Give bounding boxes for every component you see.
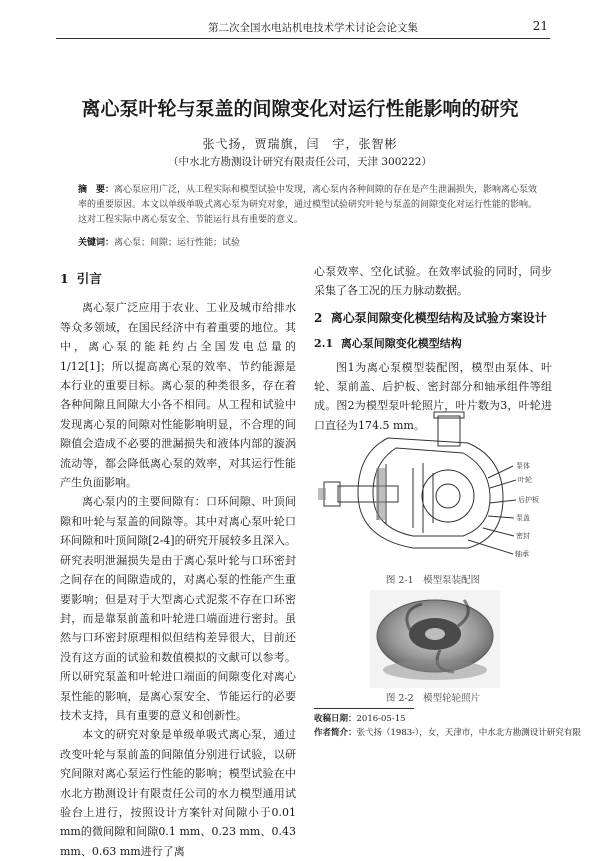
subsection-number: 2.1: [314, 337, 334, 351]
paragraph: 离心泵内的主要间隙有：口环间隙、叶顶间隙和叶轮与泵盖的间隙等。其中对离心泵叶轮口环间隙和叶顶间隙[2-4]的研究开展较多且深入。研究表明泄漏损失是由于离心泵叶轮与口环密封之间存在的间隙造成的，对离心泵的性能产生重要影响；但是对于大型离心式泥浆不存在口环密封，而是靠泵前盖和叶轮进口端面进行密封。虽然与口环密封原理相似但结构差异很大，目前还没有这方面的试验和数值模拟的文献可以参考。所以研究泵盖和叶轮进口端面的间隙变化对离心泵性能的影响，是离心泵安全、节能运行的必要技术支持，具有重要的意义和创新性。: [60, 495, 296, 722]
figure-caption: 图 2-1 模型泵装配图: [385, 575, 481, 586]
label-impeller: 叶轮: [518, 476, 532, 484]
section-heading: [60, 269, 296, 288]
section-title: 引言: [76, 271, 102, 286]
header-rule: [56, 38, 550, 39]
abstract-label: 摘 要：: [78, 185, 115, 195]
figure-caption: 图 2-2 模型轮轮照片: [385, 693, 481, 704]
left-column: [60, 269, 296, 861]
label-pump-cover: 泵盖: [516, 514, 530, 522]
paragraph: 本文的研究对象是单级单吸式离心泵，通过改变叶轮与泵前盖的间隙值分别进行试验，以研究间隙对离心泵运行性能的影响；模型试验在中水北方勘测设计有限责任公司的水力模型通用试验台上进行，按照设计方案针对间隙小于0.01 mm的微间隙和间隙0.1 mm、0.23 mm、0.43 mm、0.63 mm进行了离: [60, 728, 296, 858]
page-number: 21: [532, 19, 548, 33]
impeller-photo: [370, 590, 500, 688]
author-bio-text: 张弋扬（1983-），女，天津市，中水北方勘测设计研究有限: [356, 728, 581, 738]
footnote-rule: [314, 708, 414, 709]
section-number: 1: [60, 271, 69, 286]
abstract-text: 离心泵应用广泛，从工程实际和模型试验中发现，离心泵内各种间隙的存在是产生泄漏损失，影响离心泵效率的重要原因。本文以单级单吸式离心泵为研究对象，通过模型试验研究叶轮与泵盖的间隙变化对运行性能的影响。这对工程实际中离心泵安全、节能运行具有重要的意义。: [78, 185, 538, 225]
label-rear-plate: 后护板: [518, 496, 539, 504]
conference-name: 第二次全国水电站机电技术学术讨论会论文集: [208, 22, 418, 34]
keywords-label: 关键词：: [78, 238, 115, 248]
keywords-text: 离心泵；间隙；运行性能；试验: [114, 238, 241, 248]
author-bio-label: 作者简介：: [314, 728, 357, 738]
paragraph: 图1为离心泵模型装配图，模型由泵体、叶轮、泵前盖、后护板、密封部分和轴承组件等组成。图2为模型泵叶轮照片，叶片数为3，叶轮进口直径为174.5 mm。: [314, 360, 552, 432]
abstract: [78, 183, 538, 228]
affiliation: （中水北方勘测设计研究有限责任公司，天津 300222）: [168, 156, 432, 168]
received-date: [314, 712, 554, 724]
label-bearing: 轴承: [515, 550, 529, 558]
paragraph-continued: 心泵效率、空化试验。在效率试验的同时，同步采集了各工况的压力脉动数据。: [314, 265, 552, 298]
subsection-heading: [314, 334, 552, 353]
received-label: 收稿日期：: [314, 714, 357, 724]
section-number: 2: [314, 310, 323, 325]
section-title: 离心泵间隙变化模型结构及试验方案设计: [330, 310, 547, 325]
subsection-title: 离心泵间隙变化模型结构: [340, 337, 462, 351]
author-bio: [314, 726, 581, 738]
keywords: [78, 235, 538, 248]
section-heading: [314, 309, 552, 328]
label-seal: 密封: [516, 532, 530, 540]
paper-title: 离心泵叶轮与泵盖的间隙变化对运行性能影响的研究: [81, 98, 519, 120]
running-header: [58, 20, 548, 38]
received-value: 2016-05-15: [356, 714, 406, 724]
label-pump-body: 泵体: [516, 462, 530, 470]
paragraph: 离心泵广泛应用于农业、工业及城市给排水等众多领域，在国民经济中有着重要的地位。其中，离心泵的能耗约占全国发电总量的1/12[1]；所以提高离心泵的效率、节约能源是本行业的重要目标。离心泵的种类很多，存在着各种间隙且间隙大小各不相同。从工程和试验中发现离心泵的间隙对性能影响明显，不合理的间隙值会造成不必要的泄漏损失和液体内部的漩涡流动等，都会降低离心泵的效率，对其运行性能产生负面影响。: [60, 301, 296, 490]
pump-assembly-drawing: [318, 408, 548, 568]
author-list: 张弋扬，贾瑞旗，闫 宇，张智彬: [202, 137, 398, 151]
